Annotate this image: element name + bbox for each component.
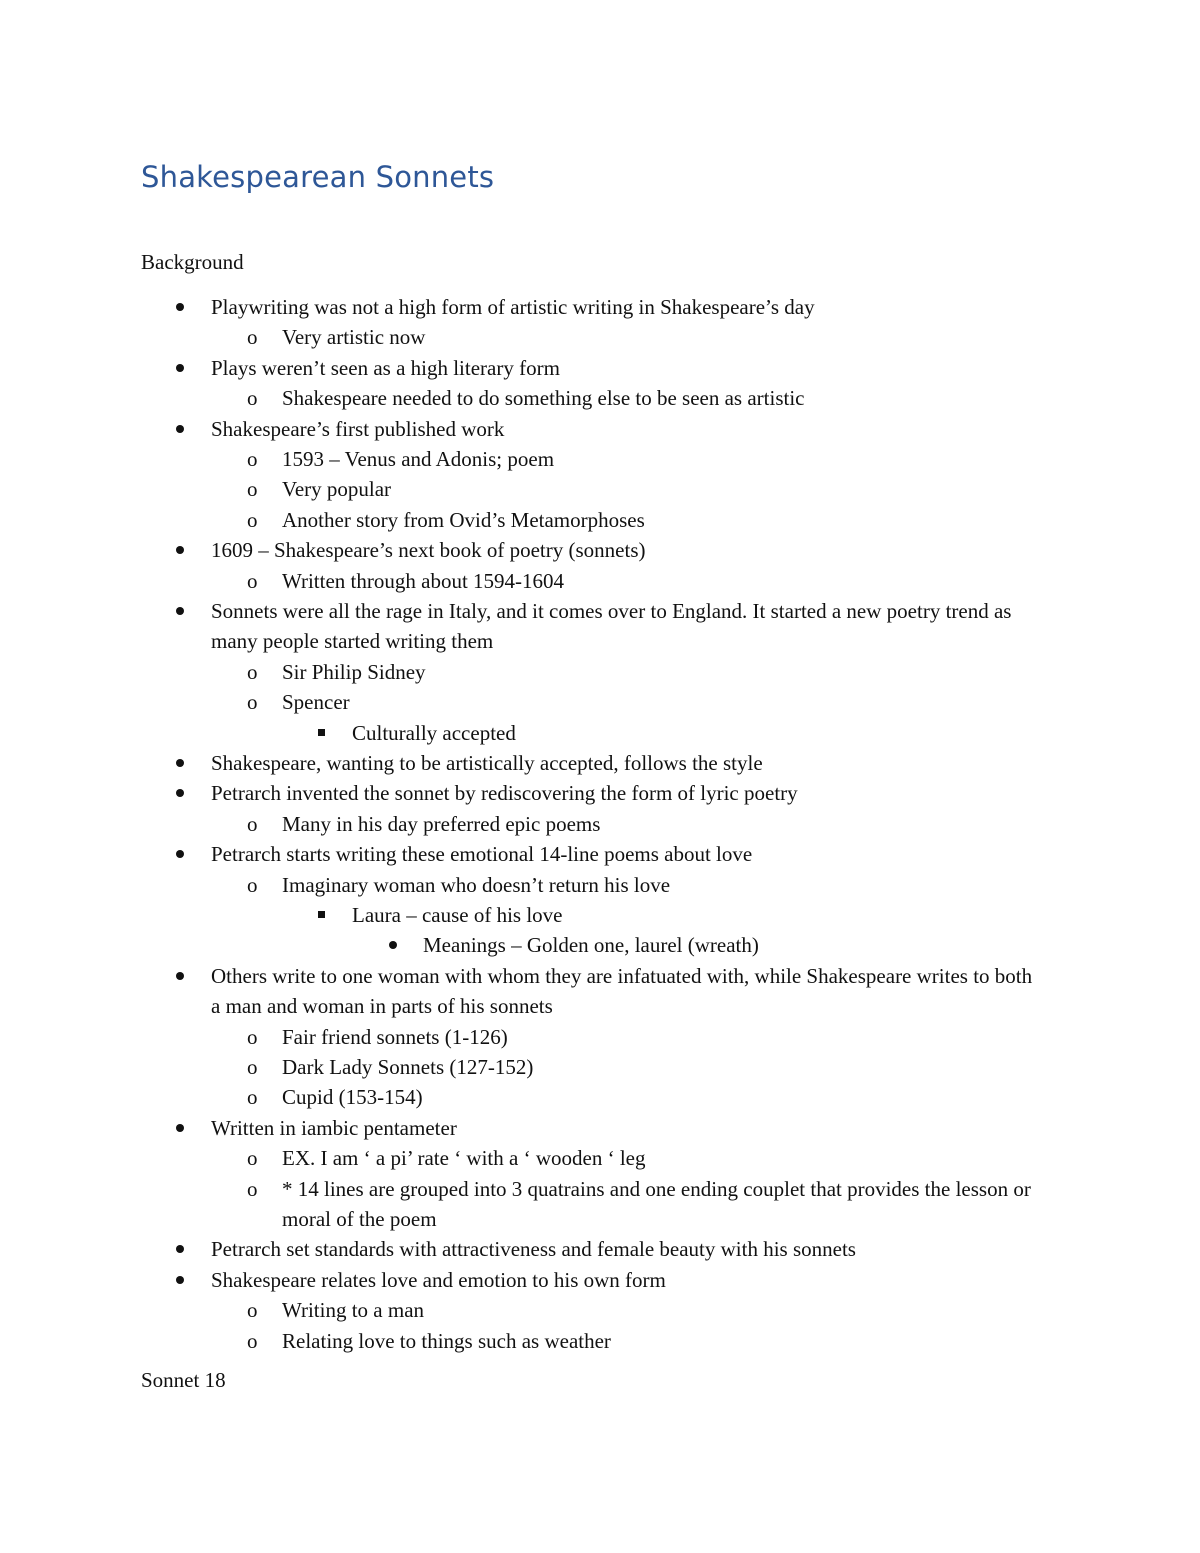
list-item bbox=[211, 1234, 1041, 1264]
list-item bbox=[211, 596, 1041, 656]
list-item bbox=[247, 1295, 1042, 1325]
list-item bbox=[247, 566, 1042, 596]
list-item bbox=[247, 1174, 1042, 1234]
circle-bullet-icon: o bbox=[247, 1024, 258, 1049]
list-item bbox=[247, 1326, 1042, 1356]
list-item bbox=[247, 322, 1042, 352]
list-item bbox=[247, 809, 1042, 839]
list-item-text: Imaginary woman who doesn’t return his love bbox=[282, 872, 671, 897]
list-item bbox=[247, 687, 1042, 717]
disc-bullet-icon bbox=[176, 1245, 184, 1253]
list-item-text: Shakespeare’s first published work bbox=[211, 416, 505, 441]
disc-bullet-icon bbox=[176, 364, 184, 372]
list-item-text: Spencer bbox=[282, 690, 350, 715]
circle-bullet-icon: o bbox=[247, 447, 258, 471]
list-item bbox=[211, 839, 1041, 869]
disc-bullet-icon bbox=[176, 789, 184, 797]
square-bullet-icon bbox=[318, 911, 325, 918]
disc-bullet-icon bbox=[389, 941, 397, 949]
list-item-text: Very artistic now bbox=[282, 325, 426, 350]
list-item bbox=[247, 505, 1042, 535]
circle-bullet-icon: o bbox=[247, 811, 258, 836]
list-item-text: Playwriting was not a high form of artistic writing in Shakespeare’s day bbox=[211, 295, 815, 319]
list-item bbox=[211, 414, 1041, 444]
disc-bullet-icon bbox=[176, 1276, 184, 1284]
list-item-text: Writing to a man bbox=[282, 1298, 425, 1323]
list-item-text: Petrarch starts writing these emotional 14-line poems about love bbox=[211, 842, 753, 867]
circle-bullet-icon: o bbox=[247, 872, 258, 897]
circle-bullet-icon: o bbox=[247, 1176, 258, 1201]
list-item-text: 1609 – Shakespeare’s next book of poetry (sonnets) bbox=[211, 538, 646, 563]
list-item bbox=[247, 1022, 1042, 1052]
disc-bullet-icon bbox=[176, 972, 184, 980]
list-item-text: * 14 lines are grouped into 3 quatrains and one ending couplet that provides the lesson or moral of the poem bbox=[282, 1176, 1031, 1231]
list-item-text: Shakespeare, wanting to be artistically accepted, follows the style bbox=[211, 751, 763, 775]
list-item-text: Laura – cause of his love bbox=[352, 903, 563, 927]
list-item-text: Very popular bbox=[282, 477, 392, 502]
circle-bullet-icon: o bbox=[247, 690, 258, 715]
list-item-text: Petrarch invented the sonnet by rediscovering the form of lyric poetry bbox=[211, 781, 798, 806]
section-heading-sonnet-18: Sonnet 18 bbox=[141, 1368, 226, 1392]
circle-bullet-icon: o bbox=[247, 477, 258, 502]
list-item-text: Meanings – Golden one, laurel (wreath) bbox=[423, 933, 759, 958]
list-item bbox=[247, 1052, 1042, 1082]
list-item bbox=[247, 383, 1042, 413]
list-item-text: Culturally accepted bbox=[352, 720, 516, 745]
circle-bullet-icon: o bbox=[247, 1085, 258, 1110]
disc-bullet-icon bbox=[176, 759, 184, 767]
list-item-text: Written through about 1594-1604 bbox=[282, 568, 565, 593]
list-item bbox=[211, 748, 1041, 778]
list-item-text: Relating love to things such as weather bbox=[282, 1328, 611, 1353]
disc-bullet-icon bbox=[176, 850, 184, 858]
circle-bullet-icon: o bbox=[247, 1298, 258, 1323]
circle-bullet-icon: o bbox=[247, 1146, 258, 1171]
list-item-text: Petrarch set standards with attractiveness and female beauty with his sonnets bbox=[211, 1237, 856, 1262]
list-item-text: Dark Lady Sonnets (127-152) bbox=[282, 1055, 534, 1079]
circle-bullet-icon: o bbox=[247, 507, 258, 532]
list-item-text: Many in his day preferred epic poems bbox=[282, 811, 601, 836]
list-item bbox=[247, 1082, 1042, 1112]
list-item-text: Another story from Ovid’s Metamorphoses bbox=[282, 507, 645, 532]
list-item bbox=[211, 353, 1041, 383]
list-item bbox=[211, 1113, 1041, 1143]
list-item-text: EX. I am ‘ a pi’ rate ‘ with a ‘ wooden ‘ leg bbox=[282, 1146, 646, 1171]
disc-bullet-icon bbox=[176, 1124, 184, 1132]
circle-bullet-icon: o bbox=[247, 1055, 258, 1079]
page-title: Shakespearean Sonnets bbox=[141, 160, 495, 194]
list-item-text: Plays weren’t seen as a high literary form bbox=[211, 355, 560, 380]
list-item bbox=[247, 444, 1042, 474]
circle-bullet-icon: o bbox=[247, 568, 258, 593]
list-item-text: 1593 – Venus and Adonis; poem bbox=[282, 447, 555, 471]
list-item-text: Shakespeare relates love and emotion to his own form bbox=[211, 1267, 666, 1292]
list-item-text: Sonnets were all the rage in Italy, and it comes over to England. It started a new poetry trend as many people started writing them bbox=[211, 599, 1012, 653]
disc-bullet-icon bbox=[176, 303, 184, 311]
list-item-text: Cupid (153-154) bbox=[282, 1085, 423, 1110]
disc-bullet-icon bbox=[176, 425, 184, 433]
section-heading-background: Background bbox=[141, 250, 244, 274]
list-item bbox=[211, 535, 1041, 565]
list-item-text: Fair friend sonnets (1-126) bbox=[282, 1024, 508, 1049]
disc-bullet-icon bbox=[176, 546, 184, 554]
list-item bbox=[247, 1143, 1042, 1173]
list-item bbox=[211, 1265, 1041, 1295]
list-item bbox=[423, 930, 1043, 960]
list-item bbox=[247, 870, 1042, 900]
list-item bbox=[247, 657, 1042, 687]
list-item bbox=[352, 718, 1042, 748]
list-item-text: Written in iambic pentameter bbox=[211, 1115, 457, 1140]
disc-bullet-icon bbox=[176, 607, 184, 615]
list-item-text: Shakespeare needed to do something else to be seen as artistic bbox=[282, 386, 805, 411]
list-item bbox=[352, 900, 1042, 930]
circle-bullet-icon: o bbox=[247, 659, 258, 684]
list-item bbox=[211, 961, 1041, 1021]
list-item-text: Others write to one woman with whom they are infatuated with, while Shakespeare writes to both a man and woman in parts of his sonnets bbox=[211, 963, 1033, 1018]
list-item bbox=[211, 292, 1041, 322]
list-item bbox=[211, 778, 1041, 808]
circle-bullet-icon: o bbox=[247, 386, 258, 411]
list-item bbox=[247, 474, 1042, 504]
circle-bullet-icon: o bbox=[247, 1328, 258, 1353]
square-bullet-icon bbox=[318, 729, 325, 736]
circle-bullet-icon: o bbox=[247, 325, 258, 350]
list-item-text: Sir Philip Sidney bbox=[282, 659, 426, 684]
